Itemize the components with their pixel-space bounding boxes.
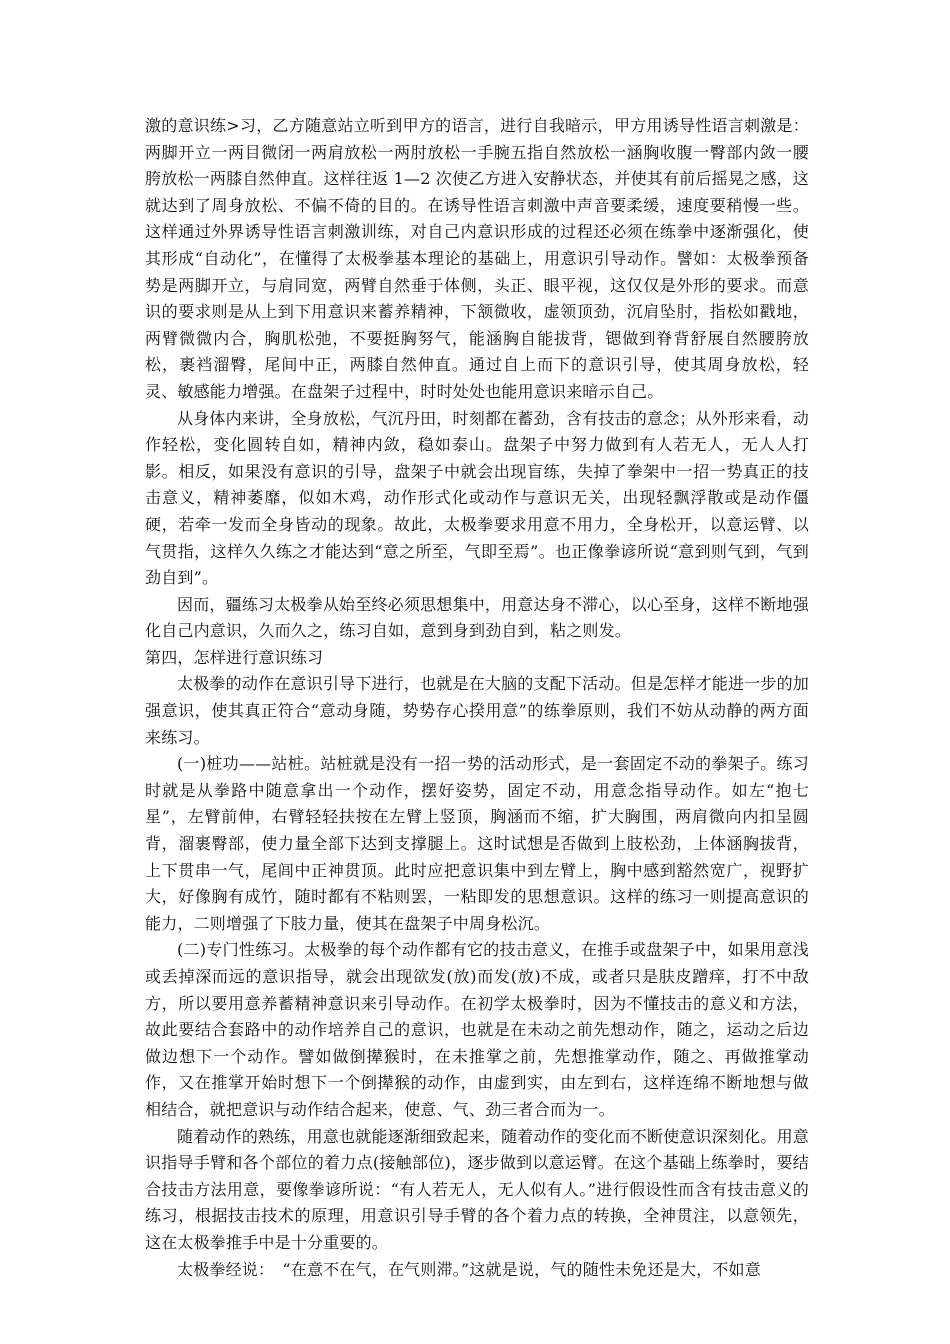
paragraph-refinement: 随着动作的熟练，用意也就能逐渐细致起来，随着动作的变化而不断使意识深刻化。用意识指导手臂和各个部位的着力点(接触部位)，逐步做到以意运臂。在这个基础上练拳时，要结合技击方法用意，要像拳谚所说：“有人若无人，无人似有人。”进行假设性而含有技击意义的练习，根据技击技术的原理，用意识引导手臂的各个着力点的转换，全神贯注，以意领先，这在太极拳推手中是十分重要的。	[145, 1126, 809, 1252]
document-body	[145, 113, 809, 1283]
paragraph-section-intro: 太极拳的动作在意识引导下进行，也就是在大脑的支配下活动。但是怎样才能进一步的加强意识，使其真正符合“意动身随，势势存心揆用意”的练拳原则，我们不妨从动静的两方面来练习。	[145, 674, 809, 747]
paragraph-concentration: 因而，疆练习太极拳从始至终必须思想集中，用意达身不滞心，以心至身，这样不断地强化自己内意识，久而久之，练习自如，意到身到劲自到，粘之则发。	[145, 594, 809, 641]
paragraph-body-internal: 从身体内来讲，全身放松，气沉丹田，时刻都在蓄劲，含有技击的意念；从外形来看，动作轻松，变化圆转自如，精神内敛，稳如泰山。盘架子中努力做到有人若无人，无人人打影。相反，如果没有意识的引导，盘架子中就会出现盲练，失掉了拳架中一招一势真正的技击意义，精神萎靡，似如木鸡，动作形式化或动作与意识无关，出现轻飘浮散或是动作僵硬，若牵一发而全身皆动的现象。故此，太极拳要求用意不用力，全身松开，以意运臂、以气贯指，这样久久练之才能达到“意之所至，气即至焉”。也正像拳谚所说“意到则气到，气到劲自到”。	[145, 408, 809, 588]
paragraph-special-practice: (二)专门性练习。太极拳的每个动作都有它的技击意义，在推手或盘架子中，如果用意浅或丢掉深而远的意识指导，就会出现欲发(放)而发(放)不成，或者只是肤皮蹭痒，打不中敌方，所以要用意养蓄精神意识来引导动作。在初学太极拳时，因为不懂技击的意义和方法，故此要结合套路中的动作培养自己的意识，也就是在未动之前先想动作，随之，运动之后边做边想下一个动作。譬如做倒撵猴时，在未推掌之前，先想推掌动作，随之、再做推掌动作，又在推掌开始时想下一个倒撵猴的动作，由虚到实，由左到右，这样连绵不断地想与做相结合，就把意识与动作结合起来，使意、气、劲三者合而为一。	[145, 940, 809, 1119]
paragraph-zhanzhuang: (一)桩功——站桩。站桩就是没有一招一势的活动形式，是一套固定不动的拳架子。练习时就是从拳路中随意拿出一个动作，摆好姿势，固定不动，用意念指导动作。如左“抱七星”，左臂前伸，右臂轻轻扶按在左臂上竖顶，胸涵而不缩，扩大胸围，两肩微向内扣呈圆背，溜裹臀部，使力量全部下达到支撑腿上。这时试想是否做到上肢松劲，上体涵胸拔背，上下贯串一气，尾闾中正神贯顶。此时应把意识集中到左臂上，胸中感到豁然宽广，视野扩大，好像胸有成竹，随时都有不粘则罢，一粘即发的思想意识。这样的练习一则提高意识的能力，二则增强了下肢力量，使其在盘架子中周身松沉。	[145, 754, 809, 933]
section-heading: 第四，怎样进行意识练习	[145, 647, 324, 667]
paragraph-intro: 激的意识练>习，乙方随意站立听到甲方的语言，进行自我暗示，甲方用诱导性语言刺激是：两脚开立一两目微闭一两肩放松一两肘放松一手腕五指自然放松一涵胸收腹一臀部内敛一腰胯放松一两膝自然伸直。这样往返 1—2 次使乙方进入安静状态，并使其有前后摇晃之感，这就达到了周身放松、不偏不倚的目的。在诱导性语言刺激中声音要柔缓，速度要稍慢一些。这样通过外界诱导性语言刺激训练，对自己内意识形成的过程还必须在练拳中逐渐强化，使其形成“自动化”，在懂得了太极拳基本理论的基础上，用意识引导动作。譬如：太极拳预备势是两脚开立，与肩同宽，两臂自然垂于体侧，头正、眼平视，这仅仅是外形的要求。而意识的要求则是从上到下用意识来蓄养精神，下颔微收，虚领顶劲，沉肩坠肘，指松如戳地，两臂微微内合，胸肌松弛，不要挺胸努气，能涵胸自能拔背，锶做到脊背舒展自然腰胯放松，裹裆溜臀，尾间中正，两膝自然伸直。通过自上而下的意识引导，使其周身放松，轻灵、敏感能力增强。在盘架子过程中，时时处处也能用意识来暗示自己。	[145, 116, 809, 401]
paragraph-classic-quote: 太极拳经说： “在意不在气，在气则滞。”这就是说，气的随性未免还是大，不如意	[177, 1259, 761, 1279]
